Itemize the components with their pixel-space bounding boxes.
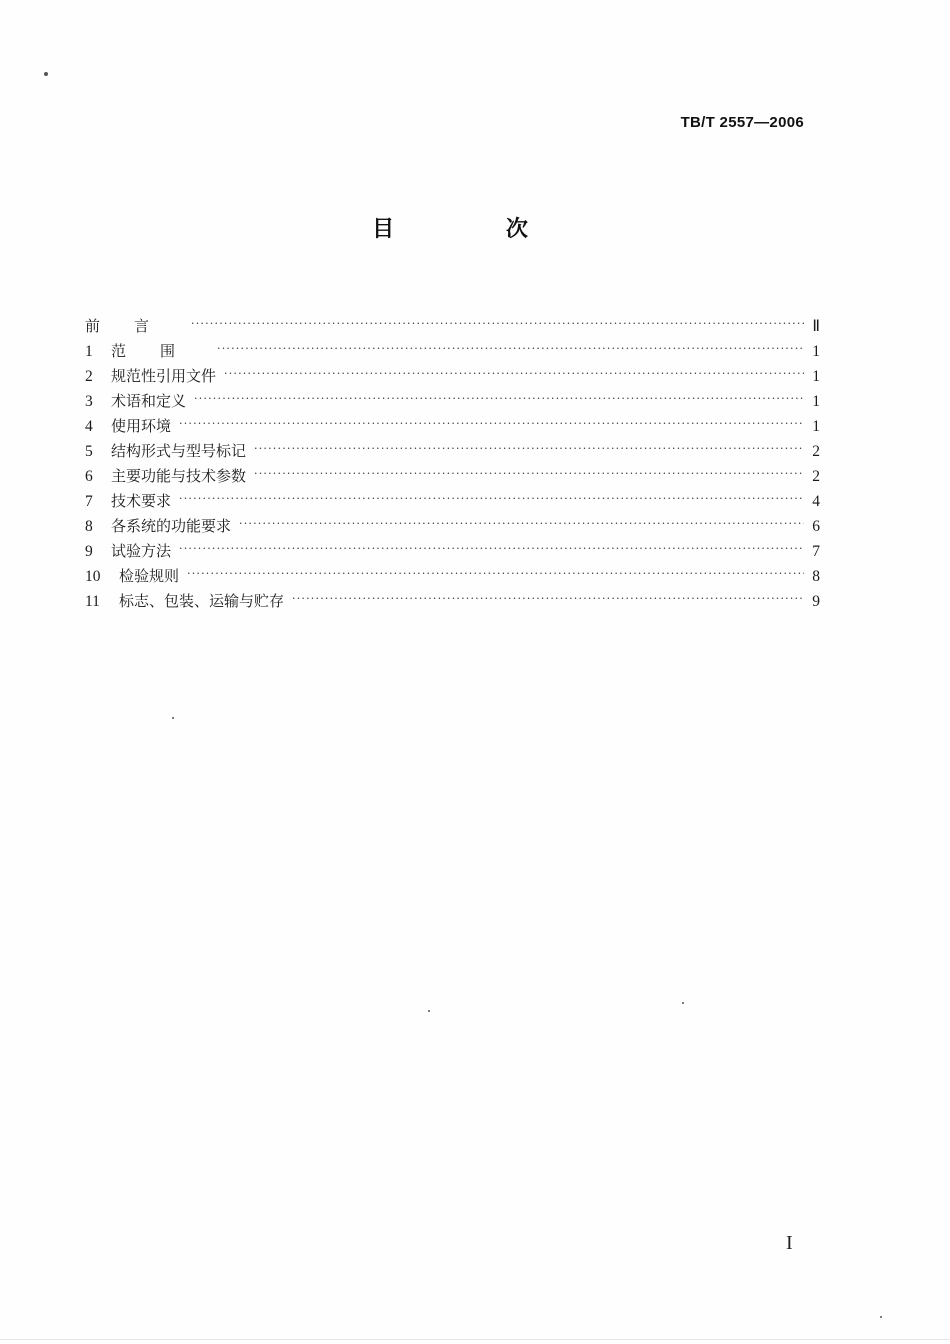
toc-entry-label: 主要功能与技术参数 bbox=[111, 467, 247, 485]
toc-entry-technical-requirements[interactable] bbox=[85, 481, 820, 510]
toc-entry-page: 6 bbox=[812, 518, 820, 535]
toc-entry-marking-packaging[interactable] bbox=[85, 581, 820, 610]
toc-entry-page: Ⅱ bbox=[812, 318, 820, 335]
toc-dot-leader bbox=[254, 456, 804, 481]
toc-entry-number: 4 bbox=[85, 418, 93, 435]
toc-entry-number: 8 bbox=[85, 518, 93, 535]
toc-entry-page: 8 bbox=[812, 568, 820, 585]
standard-code: TB/T 2557—2006 bbox=[680, 114, 804, 131]
toc-entry-environment[interactable] bbox=[85, 406, 820, 435]
toc-entry-label: 试验方法 bbox=[111, 542, 172, 560]
toc-entry-page: 1 bbox=[812, 368, 820, 385]
toc-entry-label: 结构形式与型号标记 bbox=[111, 442, 247, 460]
toc-entry-page: 1 bbox=[812, 418, 820, 435]
toc-dot-leader bbox=[217, 331, 804, 356]
toc-entry-terms-definitions[interactable] bbox=[85, 381, 820, 410]
toc-entry-page: 2 bbox=[812, 468, 820, 485]
toc-entry-label: 标志、包装、运输与贮存 bbox=[119, 592, 285, 610]
scan-speck bbox=[44, 72, 48, 76]
toc-dot-leader bbox=[239, 506, 804, 531]
toc-entry-label: 技术要求 bbox=[111, 492, 172, 510]
toc-entry-scope[interactable] bbox=[85, 331, 820, 360]
toc-entry-page: 7 bbox=[812, 543, 820, 560]
toc-entry-number: 5 bbox=[85, 443, 93, 460]
scan-speck bbox=[880, 1316, 882, 1318]
toc-entry-label: 检验规则 bbox=[119, 567, 180, 585]
toc-entry-page: 1 bbox=[812, 393, 820, 410]
toc-dot-leader bbox=[179, 406, 804, 431]
toc-entry-number: 3 bbox=[85, 393, 93, 410]
toc-entry-inspection-rules[interactable] bbox=[85, 556, 820, 585]
toc-entry-label: 规范性引用文件 bbox=[111, 367, 217, 385]
toc-entry-label: 各系统的功能要求 bbox=[111, 517, 232, 535]
toc-dot-leader bbox=[254, 431, 804, 456]
toc-dot-leader bbox=[187, 556, 804, 581]
toc-entry-test-methods[interactable] bbox=[85, 531, 820, 560]
toc-dot-leader bbox=[179, 481, 804, 506]
toc-dot-leader bbox=[194, 381, 804, 406]
scan-speck bbox=[428, 1010, 430, 1012]
toc-entry-system-functions[interactable] bbox=[85, 506, 820, 535]
toc-entry-structure-model[interactable] bbox=[85, 431, 820, 460]
toc-entry-page: 1 bbox=[812, 343, 820, 360]
toc-entry-label: 使用环境 bbox=[111, 417, 172, 435]
toc-list bbox=[85, 306, 820, 610]
toc-entry-label: 前言 bbox=[85, 317, 184, 335]
toc-title: 目 次 bbox=[372, 217, 580, 242]
toc-entry-number: 10 bbox=[85, 568, 101, 585]
toc-entry-label: 术语和定义 bbox=[111, 392, 187, 410]
toc-entry-number: 2 bbox=[85, 368, 93, 385]
toc-dot-leader bbox=[292, 581, 804, 606]
toc-dot-leader bbox=[179, 531, 804, 556]
toc-entry-number: 6 bbox=[85, 468, 93, 485]
toc-entry-number: 7 bbox=[85, 493, 93, 510]
toc-entry-foreword[interactable] bbox=[85, 306, 820, 335]
scan-speck bbox=[682, 1002, 684, 1004]
toc-entry-number: 11 bbox=[85, 593, 100, 610]
toc-entry-page: 4 bbox=[812, 493, 820, 510]
toc-entry-page: 9 bbox=[812, 593, 820, 610]
toc-dot-leader bbox=[224, 356, 804, 381]
toc-dot-leader bbox=[191, 306, 804, 331]
toc-entry-label: 范围 bbox=[111, 342, 210, 360]
scan-speck bbox=[172, 717, 174, 719]
page-number: I bbox=[786, 1232, 793, 1254]
scan-edge-line bbox=[0, 1339, 950, 1340]
toc-entry-number: 1 bbox=[85, 343, 93, 360]
toc-entry-page: 2 bbox=[812, 443, 820, 460]
toc-entry-number: 9 bbox=[85, 543, 93, 560]
